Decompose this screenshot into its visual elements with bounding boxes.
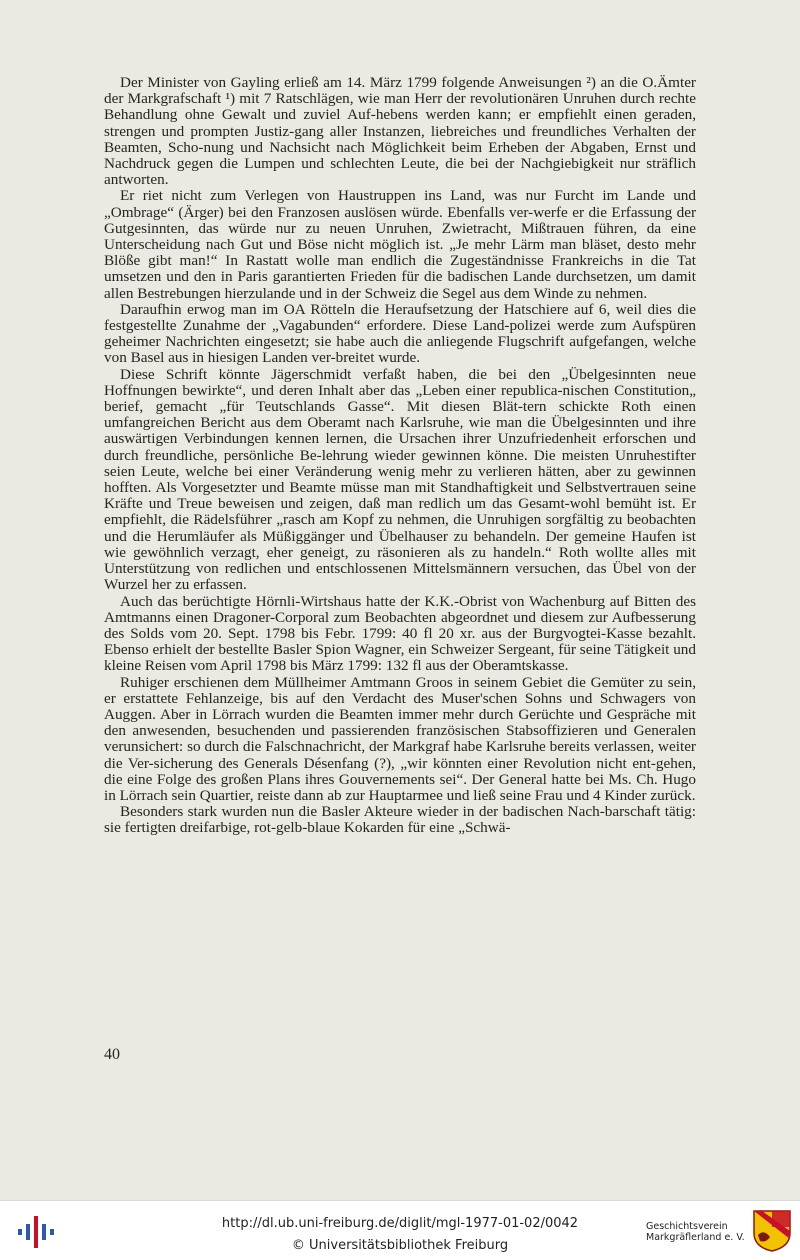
society-name	[646, 1221, 756, 1243]
copyright-notice: © Universitätsbibliothek Freiburg	[291, 1238, 509, 1253]
body-text	[104, 75, 696, 837]
paragraph: Der Minister von Gayling erließ am 14. März 1799 folgende Anweisungen ²) an die O.Ämter der Markgrafschaft ¹) mit 7 Ratschlägen, wie man Herr der revolutionären Unruhen durch rechte Behandlung ohne Gewalt und zuviel Auf-hebens werden kann; er empfiehlt einen geraden, strengen und prompten Justiz-gang aller Instanzen, liebreiches und freundliches Verhalten der Beamten, Scho-nung und Nachsicht nach Möglichkeit beim Erheben der Abgaben, Ernst und Nachdruck gegen die Lumpen und schlechten Leute, die bei der Nachgiebigkeit nur sträflich antworten.	[104, 74, 696, 189]
coat-of-arms-icon	[752, 1209, 792, 1253]
paragraph: Daraufhin erwog man im OA Rötteln die Heraufsetzung der Hatschiere auf 6, weil dies die festgestellte Zunahme der „Vagabunden“ erfordere. Diese Land-polizei werde zum Aufspüren geheimer Nachrichten eingesetzt; sie habe auch die anliegende Flugschrift aufgefangen, welche von Basel aus in hiesigen Landen ver-breitet wurde.	[104, 300, 696, 367]
paragraph: Ruhiger erschienen dem Müllheimer Amtmann Groos in seinem Gebiet die Gemüter zu sein, er erstattete Fehlanzeige, bis auf den Verdacht des Muser'schen Sohns und Schwagers von Auggen. Aber in Lörrach wurden die Beamten immer mehr durch Gerüchte und Gespräche mit den anwesenden, besuchenden und passierenden französischen Stabsoffizieren und Generalen verunsichert: so durch die Falschnachricht, der Markgraf habe Karlsruhe bereits verlassen, weiter die Ver-sicherung des Generals Désenfang (?), „wir könnten einer Revolution nicht ent-gehen, die eine Folge des großen Plans ihres Gouvernements sei“. Der General hatte bei Ms. Ch. Hugo in Lörrach sein Quartier, reiste dann ab zur Hauptarmee und ließ seine Frau und 4 Kinder zurück.	[104, 673, 696, 804]
paragraph: Diese Schrift könnte Jägerschmidt verfaßt haben, die bei den „Übelgesinnten neue Hoffnungen bewirkte“, und deren Inhalt aber das „Leben einer republica-nischen Constitution„ berief, gemacht „für Teutschlands Gasse“. Mit diesen Blät-tern schickte Roth einen umfangreichen Bericht aus dem Oberamt nach Karlsruhe, wie man die Übelgesinnten und ihre auswärtigen Verbindungen kennen lernen, die Ursachen ihrer Unzufriedenheit erforschen und durch freundliche, persönliche Be-lehrung wieder gewinnen könne. Die meisten Unruhestifter seien Leute, welche bei einer Veränderung wenig mehr zu verlieren hätten, aber zu gewinnen hofften. Als Vorgesetzter und Beamte müsse man mit Standhaftigkeit und Selbstvertrauen seine Kräfte und Treue beweisen und zeigen, daß man redlich um das Gesamt-wohl bemüht ist. Er empfiehlt, die Rädelsführer „rasch am Kopf zu nehmen, die Unruhigen sorgfältig zu beobachten und die Herumläufer als Müßiggänger und Übelhauser zu behandeln. Der gemeine Haufen ist wie gewöhnlich verzagt, eher geneigt, zu räsonieren als zu handeln.“ Roth wollte alles mit Unterstützung von redlichen und entschlossenen Mittelsmännern versuchen, das Übel von der Wurzel her zu erfassen.	[104, 365, 696, 594]
document-url-link[interactable]: http://dl.ub.uni-freiburg.de/diglit/mgl-1977-01-02/0042	[221, 1216, 579, 1231]
paragraph: Er riet nicht zum Verlegen von Haustruppen ins Land, was nur Furcht im Lande und „Ombrage“ (Ärger) bei den Franzosen auslösen würde. Ebenfalls ver-werfe er die Erfassung der Gutgesinnten, das würde nur zu neuen Unruhen, Zwietracht, Mißtrauen führen, da eine Unterscheidung nach Gut und Böse nicht möglich ist. „Je mehr Lärm man bläset, desto mehr Blöße gibt man!“ In Rastatt wolle man endlich die Zugeständnisse Frankreichs in die Tat umsetzen und den in Paris garantierten Frieden für die badischen Lande durchsetzen, um damit allen Bestrebungen hierzulande und in der Schweiz die Segel aus dem Winde zu nehmen.	[104, 187, 696, 302]
paragraph: Auch das berüchtigte Hörnli-Wirtshaus hatte der K.K.-Obrist von Wachenburg auf Bitten des Amtmanns einen Dragoner-Corporal zum Beobachten abgeordnet und diesem zur Aufbesserung des Solds vom 20. Sept. 1798 bis Febr. 1799: 40 fl 20 xr. aus der Burgvogtei-Kasse bezahlt. Ebenso erhielt der bestellte Basler Spion Wagner, ein Schweizer Sergeant, für seine Tätigkeit und kleine Reisen vom April 1798 bis März 1799: 132 fl aus der Oberamtskasse.	[104, 592, 696, 675]
society-name-line: Geschichtsverein	[646, 1221, 728, 1232]
viewer-footer	[0, 1200, 800, 1260]
society-name-line: Markgräflerland e. V.	[646, 1232, 745, 1243]
library-bars-icon[interactable]	[16, 1212, 56, 1252]
page-number: 40	[104, 1046, 120, 1063]
paragraph: Besonders stark wurden nun die Basler Akteure wieder in der badischen Nach-barschaft tätig: sie fertigten dreifarbige, rot-gelb-blaue Kokarden für eine „Schwä-	[104, 803, 696, 837]
